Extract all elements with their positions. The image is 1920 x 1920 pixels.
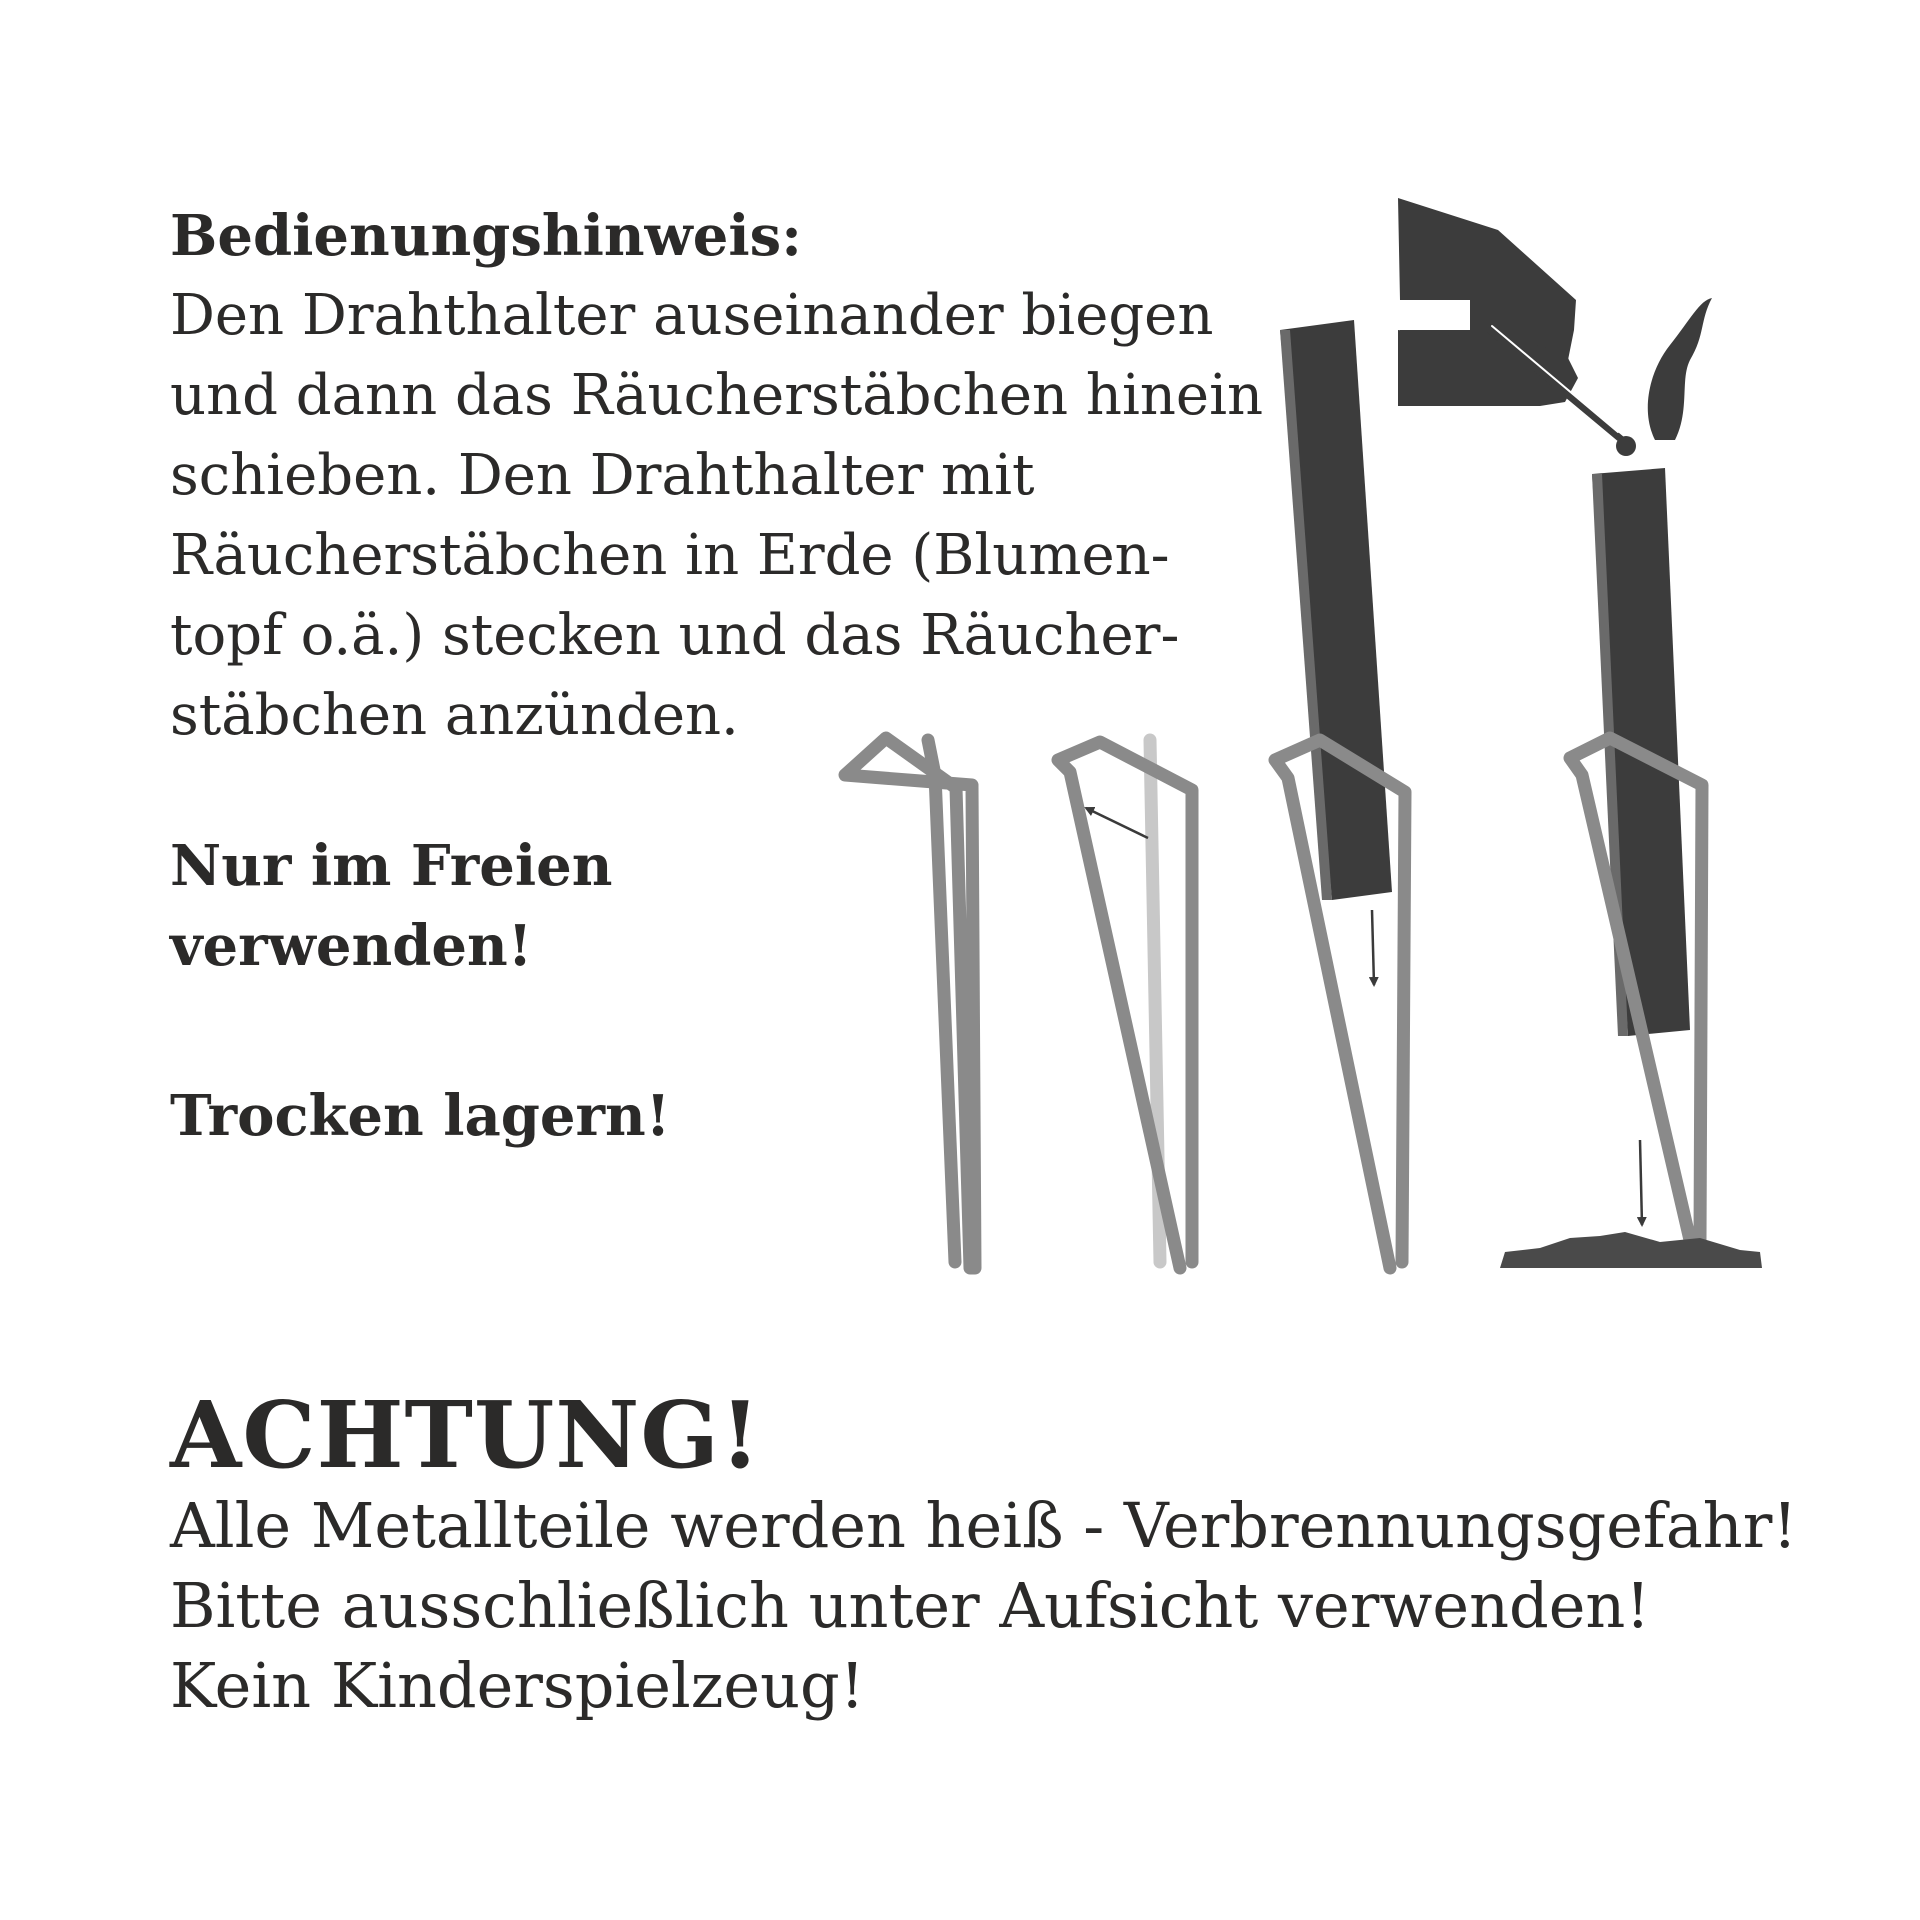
instructions-line: Räucherstäbchen in Erde (Blumen- <box>170 523 1170 588</box>
dry-storage-note: Trocken lagern! <box>170 1083 671 1149</box>
warning-line: Kein Kinderspielzeug! <box>170 1649 865 1722</box>
instructions-line: stäbchen anzünden. <box>170 683 739 748</box>
wire-holder-2 <box>1058 742 1192 1268</box>
instructions-heading: Bedienungshinweis: <box>170 203 802 269</box>
insert-arrow <box>1372 910 1374 985</box>
instructions-line: topf o.ä.) stecken und das Räucher- <box>170 603 1180 668</box>
step-2-wire-bent-apart <box>1058 740 1192 1268</box>
instructions-line: schieben. Den Drahthalter mit <box>170 443 1035 508</box>
instructions-line: und dann das Räucherstäbchen hinein <box>170 363 1264 428</box>
assembly-illustration <box>800 180 1800 1290</box>
plant-arrow <box>1640 1140 1642 1225</box>
outdoor-note-line: verwenden! <box>170 913 533 979</box>
step-1-wire-holder <box>845 738 975 1268</box>
step-3-stick-inserted <box>1275 320 1405 1268</box>
outdoor-use-note <box>170 826 612 986</box>
flame-icon <box>1648 298 1712 440</box>
bend-arrow <box>1086 808 1148 838</box>
outdoor-note-line: Nur im Freien <box>170 833 613 899</box>
warning-title: ACHTUNG! <box>170 1381 762 1489</box>
soil-mound <box>1500 1232 1762 1268</box>
warning-line: Bitte ausschließlich unter Aufsicht verwenden! <box>170 1569 1651 1642</box>
warning-line: Alle Metallteile werden heiß - Verbrennungsgefahr! <box>170 1489 1798 1562</box>
warning-text <box>170 1486 1797 1726</box>
match-head-icon <box>1616 436 1636 456</box>
instructions-line: Den Drahthalter auseinander biegen <box>170 283 1214 348</box>
step-4-lighting <box>1398 198 1762 1268</box>
